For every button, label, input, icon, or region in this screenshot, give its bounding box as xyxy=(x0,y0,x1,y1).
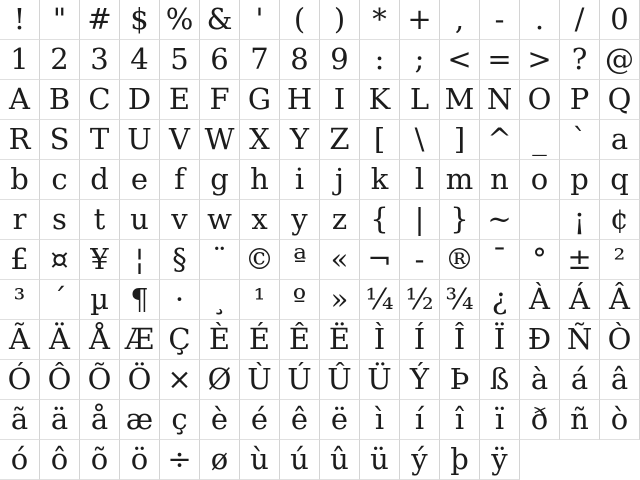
glyph-cell[interactable]: g xyxy=(200,160,240,200)
glyph-cell[interactable]: £ xyxy=(0,240,40,280)
glyph-cell[interactable]: O xyxy=(520,80,560,120)
glyph-cell[interactable]: { xyxy=(360,200,400,240)
glyph-cell[interactable]: ý xyxy=(400,440,440,480)
glyph-cell[interactable]: = xyxy=(480,40,520,80)
glyph-cell[interactable]: É xyxy=(240,320,280,360)
glyph-cell[interactable]: § xyxy=(160,240,200,280)
glyph-cell[interactable]: ` xyxy=(560,120,600,160)
glyph-cell[interactable]: ð xyxy=(520,400,560,440)
glyph-cell[interactable]: R xyxy=(0,120,40,160)
glyph-cell[interactable]: F xyxy=(200,80,240,120)
glyph-row xyxy=(0,160,640,200)
glyph-cell[interactable]: î xyxy=(440,400,480,440)
glyph-cell[interactable]: ü xyxy=(360,440,400,480)
glyph-row xyxy=(0,280,640,320)
glyph-cell[interactable]: P xyxy=(560,80,600,120)
glyph-cell[interactable]: T xyxy=(80,120,120,160)
glyph-cell[interactable]: Õ xyxy=(80,360,120,400)
glyph-cell[interactable]: ï xyxy=(480,400,520,440)
glyph-cell[interactable]: ? xyxy=(560,40,600,80)
glyph-cell[interactable]: ¾ xyxy=(440,280,480,320)
glyph-cell[interactable]: ¤ xyxy=(40,240,80,280)
glyph-cell[interactable]: x xyxy=(240,200,280,240)
glyph-cell[interactable]: Ç xyxy=(160,320,200,360)
glyph-cell[interactable]: ´ xyxy=(40,280,80,320)
glyph-cell[interactable]: ç xyxy=(160,400,200,440)
glyph-cell[interactable]: 6 xyxy=(200,40,240,80)
glyph-cell[interactable]: H xyxy=(280,80,320,120)
glyph-cell[interactable]: n xyxy=(480,160,520,200)
glyph-cell[interactable]: X xyxy=(240,120,280,160)
glyph-cell[interactable]: z xyxy=(320,200,360,240)
glyph-cell[interactable]: ) xyxy=(320,0,360,40)
glyph-cell[interactable]: ß xyxy=(480,360,520,400)
glyph-cell[interactable]: Ò xyxy=(600,320,640,360)
glyph-cell[interactable]: ~ xyxy=(480,200,520,240)
glyph-cell[interactable]: µ xyxy=(80,280,120,320)
glyph-cell[interactable]: Ì xyxy=(360,320,400,360)
glyph-cell[interactable]: ó xyxy=(0,440,40,480)
glyph-cell[interactable]: ã xyxy=(0,400,40,440)
glyph-cell[interactable]: D xyxy=(120,80,160,120)
glyph-cell[interactable]: Ö xyxy=(120,360,160,400)
glyph-cell[interactable]: v xyxy=(160,200,200,240)
glyph-cell[interactable]: K xyxy=(360,80,400,120)
glyph-cell[interactable]: 0 xyxy=(600,0,640,40)
glyph-row xyxy=(0,400,640,440)
glyph-cell[interactable]: s xyxy=(40,200,80,240)
glyph-cell[interactable]: \ xyxy=(400,120,440,160)
glyph-cell[interactable]: Q xyxy=(600,80,640,120)
glyph-cell[interactable]: Ä xyxy=(40,320,80,360)
glyph-cell[interactable]: 9 xyxy=(320,40,360,80)
glyph-cell[interactable]: ¡ xyxy=(560,200,600,240)
glyph-cell[interactable]: M xyxy=(440,80,480,120)
glyph-cell[interactable]: ô xyxy=(40,440,80,480)
glyph-cell[interactable]: c xyxy=(40,160,80,200)
glyph-cell[interactable]: e xyxy=(120,160,160,200)
glyph-cell[interactable]: ì xyxy=(360,400,400,440)
glyph-cell[interactable]: + xyxy=(400,0,440,40)
glyph-cell[interactable]: j xyxy=(320,160,360,200)
glyph-cell[interactable]: u xyxy=(120,200,160,240)
glyph-cell[interactable]: ½ xyxy=(400,280,440,320)
glyph-cell[interactable]: a xyxy=(600,120,640,160)
glyph-cell[interactable]: - xyxy=(400,240,440,280)
glyph-cell[interactable]: Ú xyxy=(280,360,320,400)
glyph-cell[interactable]: V xyxy=(160,120,200,160)
glyph-cell[interactable]: ± xyxy=(560,240,600,280)
glyph-cell[interactable]: í xyxy=(400,400,440,440)
glyph-cell[interactable]: h xyxy=(240,160,280,200)
glyph-cell[interactable]: â xyxy=(600,360,640,400)
glyph-cell[interactable]: å xyxy=(80,400,120,440)
glyph-row xyxy=(0,320,640,360)
glyph-cell[interactable]: > xyxy=(520,40,560,80)
glyph-cell[interactable]: G xyxy=(240,80,280,120)
glyph-cell[interactable]: ¯ xyxy=(480,240,520,280)
glyph-cell[interactable]: $ xyxy=(120,0,160,40)
glyph-cell[interactable]: q xyxy=(600,160,640,200)
glyph-cell[interactable]: ò xyxy=(600,400,640,440)
glyph-row xyxy=(0,80,640,120)
glyph-cell[interactable]: Ï xyxy=(480,320,520,360)
glyph-cell[interactable] xyxy=(520,200,560,240)
glyph-cell[interactable]: Ã xyxy=(0,320,40,360)
glyph-cell[interactable]: Î xyxy=(440,320,480,360)
glyph-cell[interactable]: ¨ xyxy=(200,240,240,280)
glyph-cell[interactable]: Y xyxy=(280,120,320,160)
glyph-cell[interactable]: ¹ xyxy=(240,280,280,320)
glyph-row xyxy=(0,440,640,480)
glyph-cell[interactable]: ° xyxy=(520,240,560,280)
glyph-cell[interactable]: Â xyxy=(600,280,640,320)
glyph-cell[interactable]: ÿ xyxy=(480,440,520,480)
glyph-cell[interactable]: N xyxy=(480,80,520,120)
glyph-cell[interactable]: ( xyxy=(280,0,320,40)
glyph-cell[interactable]: p xyxy=(560,160,600,200)
glyph-cell[interactable]: . xyxy=(520,0,560,40)
glyph-cell[interactable]: W xyxy=(200,120,240,160)
glyph-cell[interactable]: " xyxy=(40,0,80,40)
glyph-cell[interactable]: ; xyxy=(400,40,440,80)
glyph-cell[interactable]: è xyxy=(200,400,240,440)
glyph-cell[interactable]: / xyxy=(560,0,600,40)
glyph-cell[interactable]: & xyxy=(200,0,240,40)
glyph-cell[interactable]: 7 xyxy=(240,40,280,80)
glyph-cell[interactable]: ø xyxy=(200,440,240,480)
glyph-cell[interactable]: ] xyxy=(440,120,480,160)
glyph-cell[interactable]: ³ xyxy=(0,280,40,320)
glyph-cell[interactable]: ÷ xyxy=(160,440,200,480)
glyph-cell[interactable]: Ù xyxy=(240,360,280,400)
glyph-cell[interactable]: ª xyxy=(280,240,320,280)
glyph-row xyxy=(0,200,640,240)
glyph-cell[interactable]: [ xyxy=(360,120,400,160)
glyph-cell[interactable]: ù xyxy=(240,440,280,480)
glyph-cell[interactable]: S xyxy=(40,120,80,160)
glyph-cell[interactable]: y xyxy=(280,200,320,240)
glyph-cell[interactable]: ö xyxy=(120,440,160,480)
glyph-cell[interactable]: ¢ xyxy=(600,200,640,240)
glyph-cell[interactable]: : xyxy=(360,40,400,80)
glyph-cell[interactable]: ä xyxy=(40,400,80,440)
glyph-cell[interactable]: A xyxy=(0,80,40,120)
glyph-cell[interactable]: » xyxy=(320,280,360,320)
glyph-cell[interactable]: ¥ xyxy=(80,240,120,280)
glyph-cell[interactable]: - xyxy=(480,0,520,40)
glyph-cell[interactable]: L xyxy=(400,80,440,120)
glyph-cell[interactable]: | xyxy=(400,200,440,240)
glyph-cell[interactable]: 2 xyxy=(40,40,80,80)
glyph-cell[interactable]: ¿ xyxy=(480,280,520,320)
glyph-row xyxy=(0,0,640,40)
glyph-cell[interactable]: Ü xyxy=(360,360,400,400)
glyph-cell[interactable]: i xyxy=(280,160,320,200)
glyph-cell[interactable]: à xyxy=(520,360,560,400)
glyph-cell[interactable]: , xyxy=(440,0,480,40)
glyph-cell[interactable]: < xyxy=(440,40,480,80)
glyph-cell[interactable]: × xyxy=(160,360,200,400)
glyph-cell[interactable]: 1 xyxy=(0,40,40,80)
glyph-cell[interactable]: # xyxy=(80,0,120,40)
glyph-cell[interactable]: 3 xyxy=(80,40,120,80)
glyph-cell[interactable]: þ xyxy=(440,440,480,480)
glyph-cell[interactable]: À xyxy=(520,280,560,320)
glyph-cell[interactable]: m xyxy=(440,160,480,200)
glyph-cell[interactable]: k xyxy=(360,160,400,200)
glyph-row xyxy=(0,240,640,280)
glyph-cell[interactable]: ë xyxy=(320,400,360,440)
glyph-cell[interactable]: 8 xyxy=(280,40,320,80)
glyph-cell[interactable]: l xyxy=(400,160,440,200)
glyph-cell[interactable]: @ xyxy=(600,40,640,80)
glyph-cell[interactable]: } xyxy=(440,200,480,240)
glyph-row xyxy=(0,120,640,160)
glyph-cell[interactable]: Ø xyxy=(200,360,240,400)
glyph-cell[interactable]: Þ xyxy=(440,360,480,400)
glyph-cell[interactable]: Í xyxy=(400,320,440,360)
glyph-cell[interactable]: æ xyxy=(120,400,160,440)
glyph-cell[interactable]: Ô xyxy=(40,360,80,400)
glyph-cell[interactable]: ^ xyxy=(480,120,520,160)
glyph-cell[interactable]: û xyxy=(320,440,360,480)
glyph-cell[interactable]: õ xyxy=(80,440,120,480)
glyph-cell[interactable]: Ñ xyxy=(560,320,600,360)
glyph-cell[interactable]: % xyxy=(160,0,200,40)
glyph-cell[interactable]: 5 xyxy=(160,40,200,80)
glyph-cell[interactable]: r xyxy=(0,200,40,240)
glyph-cell[interactable]: d xyxy=(80,160,120,200)
glyph-cell[interactable]: ú xyxy=(280,440,320,480)
glyph-cell[interactable]: ® xyxy=(440,240,480,280)
glyph-cell[interactable]: ² xyxy=(600,240,640,280)
glyph-cell[interactable]: Ë xyxy=(320,320,360,360)
glyph-cell[interactable]: é xyxy=(240,400,280,440)
glyph-cell[interactable]: È xyxy=(200,320,240,360)
glyph-cell[interactable]: b xyxy=(0,160,40,200)
glyph-cell[interactable]: o xyxy=(520,160,560,200)
glyph-cell[interactable]: ! xyxy=(0,0,40,40)
glyph-cell[interactable]: _ xyxy=(520,120,560,160)
glyph-cell[interactable]: ' xyxy=(240,0,280,40)
glyph-cell[interactable]: º xyxy=(280,280,320,320)
glyph-cell[interactable]: U xyxy=(120,120,160,160)
glyph-cell[interactable]: ê xyxy=(280,400,320,440)
glyph-cell[interactable]: I xyxy=(320,80,360,120)
glyph-cell[interactable]: Ê xyxy=(280,320,320,360)
glyph-cell[interactable]: * xyxy=(360,0,400,40)
glyph-cell[interactable]: Æ xyxy=(120,320,160,360)
glyph-cell[interactable]: á xyxy=(560,360,600,400)
glyph-cell[interactable]: ¸ xyxy=(200,280,240,320)
glyph-cell[interactable]: Û xyxy=(320,360,360,400)
glyph-cell[interactable]: B xyxy=(40,80,80,120)
glyph-cell[interactable]: f xyxy=(160,160,200,200)
glyph-cell[interactable]: ¦ xyxy=(120,240,160,280)
glyph-cell[interactable]: Å xyxy=(80,320,120,360)
glyph-cell[interactable]: ¶ xyxy=(120,280,160,320)
glyph-cell[interactable]: w xyxy=(200,200,240,240)
glyph-cell[interactable]: ¬ xyxy=(360,240,400,280)
glyph-cell[interactable]: E xyxy=(160,80,200,120)
glyph-cell[interactable]: Á xyxy=(560,280,600,320)
glyph-cell[interactable]: 4 xyxy=(120,40,160,80)
glyph-row xyxy=(0,40,640,80)
glyph-row xyxy=(0,360,640,400)
glyph-cell[interactable]: ñ xyxy=(560,400,600,440)
glyph-cell[interactable]: © xyxy=(240,240,280,280)
glyph-cell[interactable]: Ó xyxy=(0,360,40,400)
glyph-cell[interactable]: Ð xyxy=(520,320,560,360)
glyph-cell[interactable]: « xyxy=(320,240,360,280)
glyph-cell[interactable]: Z xyxy=(320,120,360,160)
glyph-cell[interactable]: Ý xyxy=(400,360,440,400)
glyph-cell[interactable]: t xyxy=(80,200,120,240)
glyph-cell[interactable]: · xyxy=(160,280,200,320)
glyph-cell[interactable]: ¼ xyxy=(360,280,400,320)
glyph-cell[interactable]: C xyxy=(80,80,120,120)
